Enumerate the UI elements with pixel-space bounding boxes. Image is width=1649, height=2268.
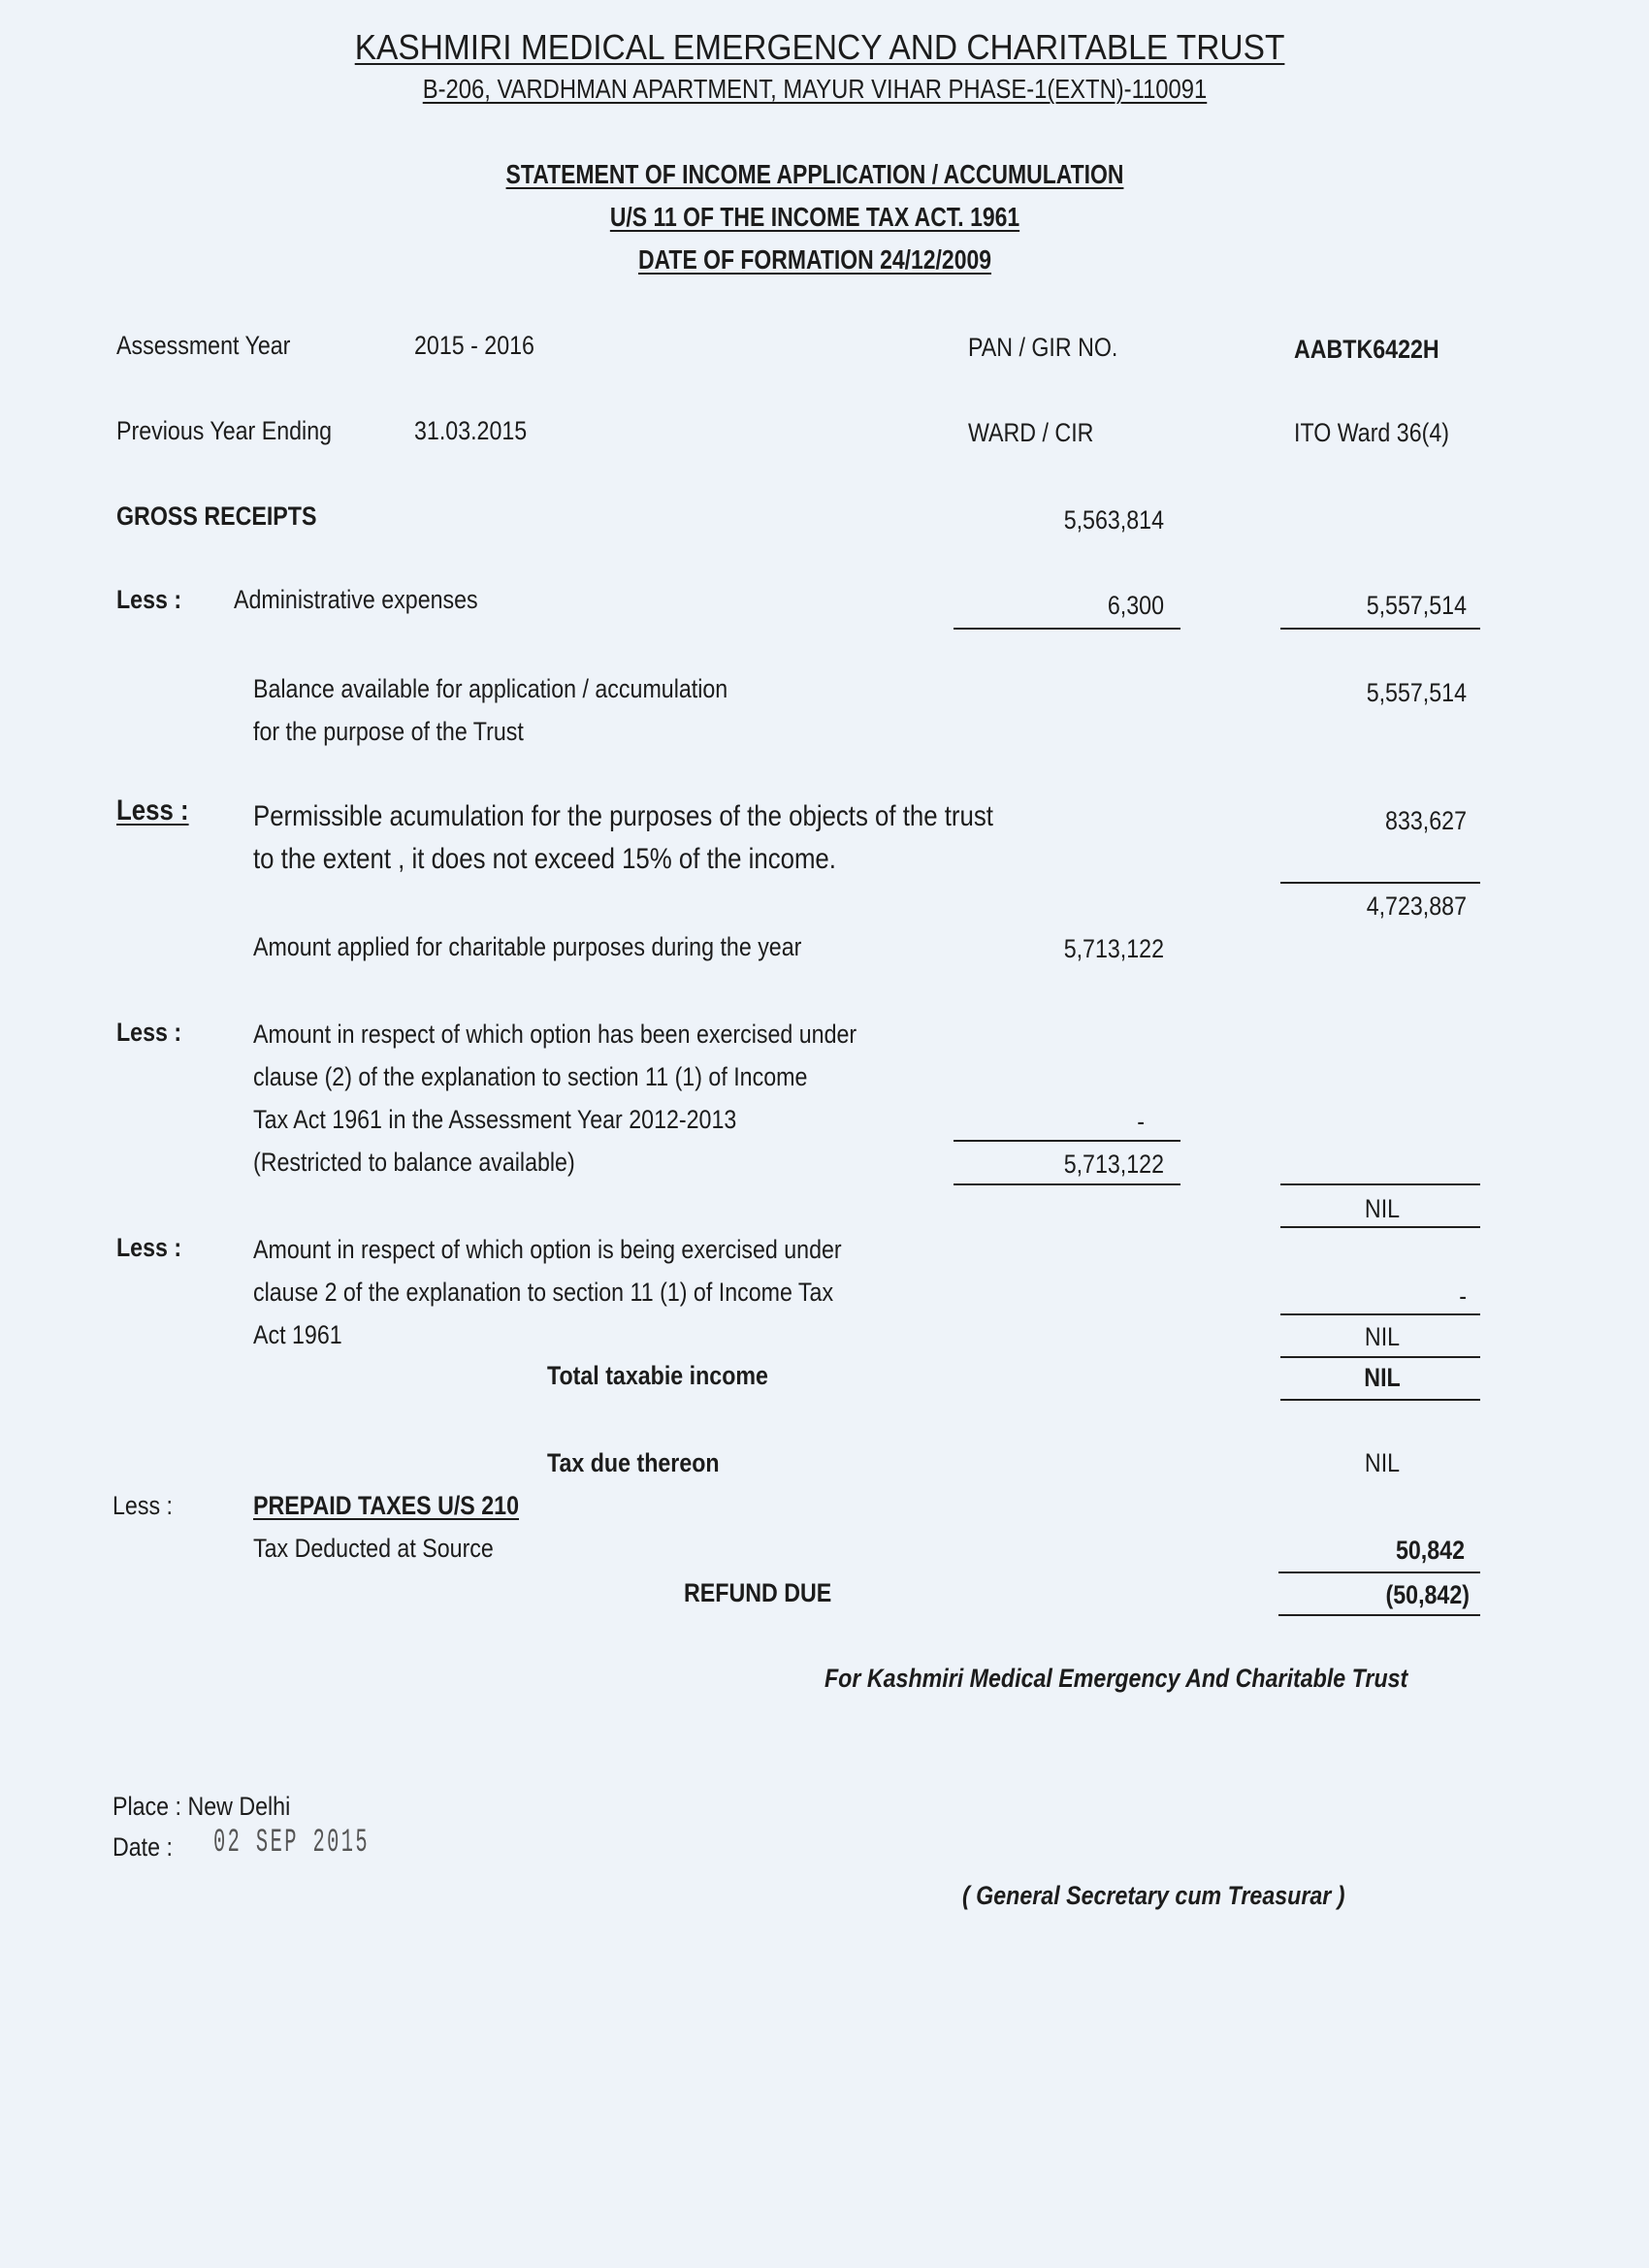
gross-receipts-value: 5,563,814 (1063, 505, 1164, 535)
ward-label: WARD / CIR (968, 418, 1094, 447)
less-label: Less : (113, 1491, 173, 1520)
pan-value: AABTK6422H (1294, 335, 1439, 364)
divider (1278, 1614, 1480, 1616)
permissible-line1: Permissible acumulation for the purposes of the objects of the trust (253, 800, 993, 832)
formation-date: DATE OF FORMATION 24/12/2009 (637, 244, 992, 275)
tds-label: Tax Deducted at Source (253, 1534, 494, 1563)
tds-value: 50,842 (1395, 1536, 1465, 1565)
option-exercised-line1: Amount in respect of which option has been exercised under (253, 1020, 857, 1049)
balance-value: 5,557,514 (1366, 678, 1467, 707)
option-being-line1: Amount in respect of which option is being exercised under (253, 1235, 842, 1264)
total-taxable-label: Total taxabie income (547, 1361, 768, 1390)
less-label: Less : (116, 1233, 182, 1262)
admin-expenses-label: Administrative expenses (234, 585, 478, 614)
for-organization: For Kashmiri Medical Emergency And Charitable Trust (824, 1664, 1408, 1693)
option-exercised-line2: clause (2) of the explanation to section 11 (1) of Income (253, 1062, 808, 1091)
place: Place : New Delhi (113, 1792, 291, 1821)
statute-reference: U/S 11 OF THE INCOME TAX ACT. 1961 (609, 202, 1020, 232)
option-exercised-line3: Tax Act 1961 in the Assessment Year 2012-2013 (253, 1105, 737, 1134)
less-label: Less : (116, 1018, 182, 1047)
prepaid-taxes-label: PREPAID TAXES U/S 210 (253, 1491, 520, 1520)
previous-year-value: 31.03.2015 (414, 416, 528, 445)
statement-title: STATEMENT OF INCOME APPLICATION / ACCUMULATION (505, 159, 1124, 189)
refund-label: REFUND DUE (684, 1578, 832, 1607)
assessment-year-label: Assessment Year (116, 331, 291, 360)
divider (954, 1140, 1180, 1142)
applied-value: 5,713,122 (1063, 934, 1164, 963)
balance-label-line1: Balance available for application / accumulation (253, 674, 728, 703)
divider (1280, 1356, 1480, 1358)
date-stamp: 02 SEP 2015 (213, 1825, 371, 1862)
less-label: Less : (116, 585, 182, 614)
option-exercised-net: 5,713,122 (1063, 1150, 1164, 1179)
divider (1280, 882, 1480, 884)
ward-value: ITO Ward 36(4) (1294, 418, 1450, 447)
tax-due-value: NIL (1364, 1448, 1401, 1477)
refund-value: (50,842) (1385, 1580, 1470, 1609)
balance-label-line2: for the purpose of the Trust (253, 717, 524, 746)
option-being-line3: Act 1961 (253, 1320, 342, 1349)
org-name: KASHMIRI MEDICAL EMERGENCY AND CHARITABLE TRUST (354, 27, 1285, 67)
gross-receipts-label: GROSS RECEIPTS (116, 502, 317, 531)
option-exercised-value: - (1137, 1107, 1145, 1136)
date-label: Date : (113, 1832, 173, 1862)
assessment-year-value: 2015 - 2016 (414, 331, 534, 360)
option-being-net: NIL (1364, 1322, 1401, 1351)
divider (1280, 1399, 1480, 1401)
previous-year-label: Previous Year Ending (116, 416, 333, 445)
after-accumulation-value: 4,723,887 (1366, 891, 1467, 921)
applied-label: Amount applied for charitable purposes during the year (253, 932, 802, 961)
nil-after-application: NIL (1364, 1194, 1401, 1223)
admin-net-value: 5,557,514 (1366, 591, 1467, 620)
pan-label: PAN / GIR NO. (968, 333, 1118, 362)
divider (1280, 1313, 1480, 1315)
org-address: B-206, VARDHMAN APARTMENT, MAYUR VIHAR PHASE-1(EXTN)-110091 (422, 74, 1208, 104)
option-being-value: - (1459, 1281, 1467, 1311)
divider (1280, 1226, 1480, 1228)
signatory-title: ( General Secretary cum Treasurar ) (962, 1881, 1345, 1910)
divider (1280, 1183, 1480, 1185)
option-exercised-line4: (Restricted to balance available) (253, 1148, 575, 1177)
tax-due-label: Tax due thereon (547, 1448, 720, 1477)
divider (954, 1183, 1180, 1185)
divider (954, 628, 1180, 630)
divider (1278, 1571, 1480, 1573)
divider (1280, 628, 1480, 630)
permissible-value: 833,627 (1385, 806, 1467, 835)
permissible-line2: to the extent , it does not exceed 15% of the income. (253, 843, 836, 875)
admin-expenses-value: 6,300 (1107, 591, 1164, 620)
total-taxable-value: NIL (1364, 1363, 1401, 1392)
less-label: Less : (116, 794, 189, 826)
option-being-line2: clause 2 of the explanation to section 11 (1) of Income Tax (253, 1278, 834, 1307)
